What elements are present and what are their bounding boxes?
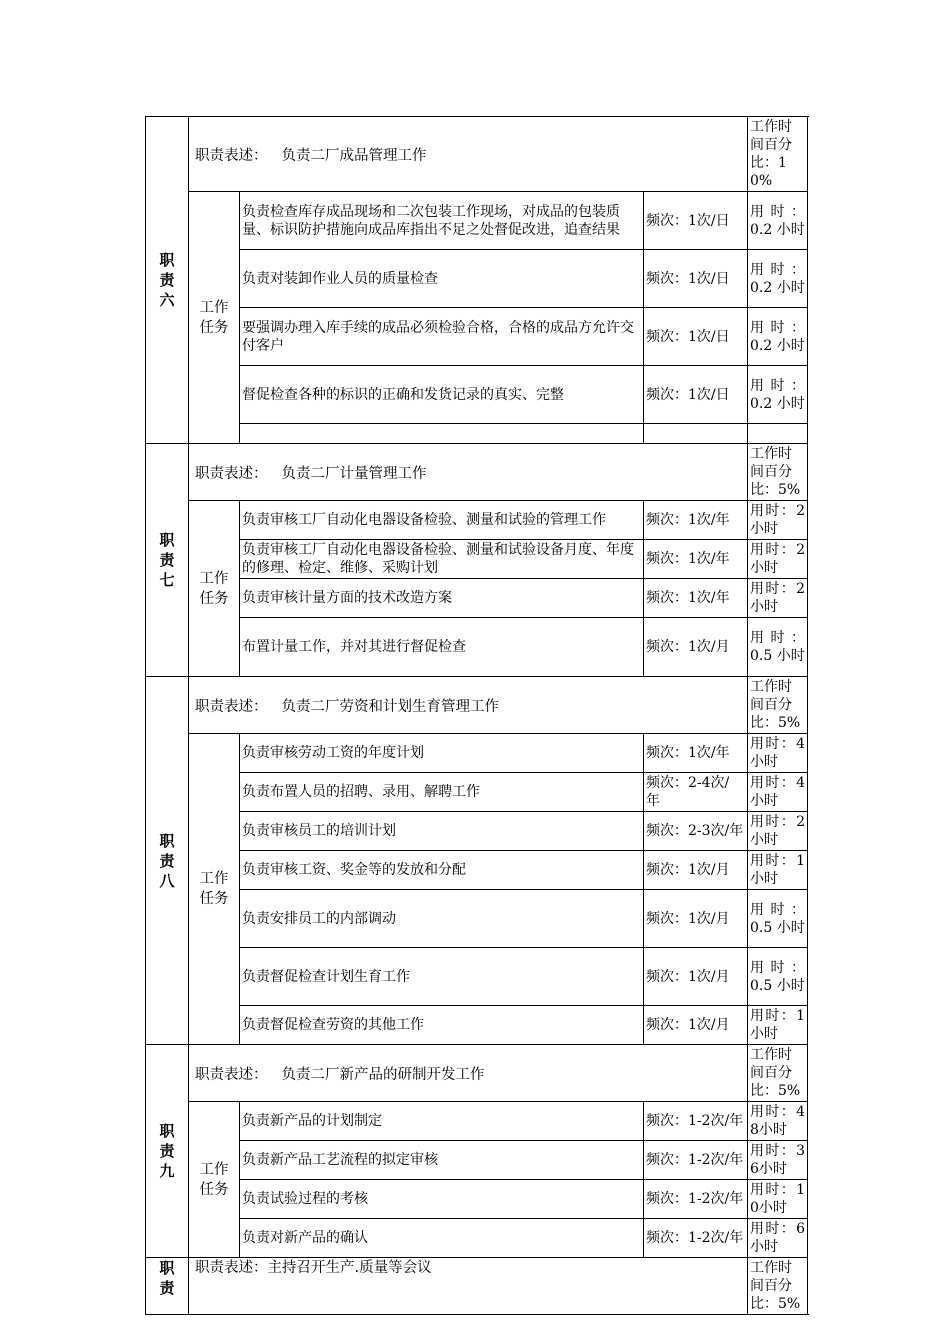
task-frequency: 频次：1次/年: [644, 540, 748, 579]
task-hours: 用时：2小时: [748, 579, 808, 618]
duty-statement: 职责表述： 负责二厂成品管理工作: [189, 117, 748, 192]
time-percent: 工作时间百分比：5%: [748, 677, 808, 734]
task-frequency: 频次：1次/日: [644, 366, 748, 424]
duty-number: 职责八: [146, 677, 189, 1045]
task-frequency: 频次：2-4次/ 年: [644, 773, 748, 812]
task-frequency: 频次：1次/月: [644, 1006, 748, 1045]
task-frequency: 频次：1-2次/年: [644, 1102, 748, 1141]
duty-statement: 职责表述：主持召开生产.质量等会议: [189, 1258, 748, 1315]
duty-table: [145, 116, 808, 1315]
task-text: 要强调办理入库手续的成品必须检验合格，合格的成品方允许交付客户: [240, 308, 644, 366]
task-text: 负责试验过程的考核: [240, 1180, 644, 1219]
task-text: 负责检查库存成品现场和二次包装工作现场，对成品的包装质量、标识防护措施向成品库指出不足之处督促改进，追查结果: [240, 192, 644, 250]
task-hours: 用时：10小时: [748, 1180, 808, 1219]
task-frequency: 频次：1次/月: [644, 890, 748, 948]
task-text: 督促检查各种的标识的正确和发货记录的真实、完整: [240, 366, 644, 424]
task-label: 工作任务: [189, 734, 240, 1045]
task-hours: 用时：4小时: [748, 734, 808, 773]
task-label: 工作任务: [189, 192, 240, 444]
task-text: 负责对装卸作业人员的质量检查: [240, 250, 644, 308]
empty-cell: [748, 424, 808, 444]
duty-number: 职责六: [146, 117, 189, 444]
task-hours: 用时：0.2 小时: [748, 192, 808, 250]
duty-number: 职责: [146, 1258, 189, 1315]
duty-statement: 职责表述： 负责二厂劳资和计划生育管理工作: [189, 677, 748, 734]
task-frequency: 频次：1次/年: [644, 501, 748, 540]
task-frequency: 频次：1次/日: [644, 250, 748, 308]
task-text: 布置计量工作，并对其进行督促检查: [240, 618, 644, 677]
task-hours: 用时：2小时: [748, 540, 808, 579]
task-hours: 用时：2小时: [748, 501, 808, 540]
task-hours: 用时：2小时: [748, 812, 808, 851]
task-frequency: 频次：1次/月: [644, 618, 748, 677]
duty-statement: 职责表述： 负责二厂新产品的研制开发工作: [189, 1045, 748, 1102]
time-percent: 工作时间百分比：5%: [748, 444, 808, 501]
duty-statement: 职责表述： 负责二厂计量管理工作: [189, 444, 748, 501]
task-text: 负责审核计量方面的技术改造方案: [240, 579, 644, 618]
task-text: 负责审核工厂自动化电器设备检验、测量和试验的管理工作: [240, 501, 644, 540]
task-text: 负责督促检查劳资的其他工作: [240, 1006, 644, 1045]
duty-number: 职责七: [146, 444, 189, 677]
task-frequency: 频次：1次/月: [644, 948, 748, 1006]
task-hours: 用时：4小时: [748, 773, 808, 812]
empty-cell: [240, 424, 644, 444]
task-hours: 用时：0.2 小时: [748, 366, 808, 424]
task-hours: 用时：48小时: [748, 1102, 808, 1141]
task-label: 工作任务: [189, 1102, 240, 1258]
task-text: 负责审核劳动工资的年度计划: [240, 734, 644, 773]
task-text: 负责安排员工的内部调动: [240, 890, 644, 948]
task-frequency: 频次：1次/日: [644, 192, 748, 250]
task-hours: 用时：0.2 小时: [748, 250, 808, 308]
task-text: 负责新产品的计划制定: [240, 1102, 644, 1141]
task-hours: 用时：0.2 小时: [748, 308, 808, 366]
task-frequency: 频次：1次/年: [644, 734, 748, 773]
task-frequency: 频次：1次/日: [644, 308, 748, 366]
task-frequency: 频次：1-2次/年: [644, 1141, 748, 1180]
task-hours: 用时：0.5 小时: [748, 618, 808, 677]
task-hours: 用时：1小时: [748, 851, 808, 890]
task-hours: 用时：0.5 小时: [748, 890, 808, 948]
task-frequency: 频次：1次/年: [644, 579, 748, 618]
time-percent: 工作时间百分比：5%: [748, 1258, 808, 1315]
task-text: 负责对新产品的确认: [240, 1219, 644, 1258]
task-hours: 用时：36小时: [748, 1141, 808, 1180]
task-frequency: 频次：2-3次/年: [644, 812, 748, 851]
time-percent: 工作时间百分比：10%: [748, 117, 808, 192]
task-frequency: 频次：1-2次/年: [644, 1180, 748, 1219]
task-text: 负责布置人员的招聘、录用、解聘工作: [240, 773, 644, 812]
task-text: 负责审核员工的培训计划: [240, 812, 644, 851]
task-hours: 用时：6小时: [748, 1219, 808, 1258]
task-frequency: 频次：1-2次/年: [644, 1219, 748, 1258]
task-text: 负责新产品工艺流程的拟定审核: [240, 1141, 644, 1180]
empty-cell: [644, 424, 748, 444]
task-label: 工作任务: [189, 501, 240, 677]
duty-number: 职责九: [146, 1045, 189, 1258]
task-hours: 用时：1小时: [748, 1006, 808, 1045]
time-percent: 工作时间百分比：5%: [748, 1045, 808, 1102]
task-hours: 用时：0.5 小时: [748, 948, 808, 1006]
task-text: 负责审核工厂自动化电器设备检验、测量和试验设备月度、年度的修理、检定、维修、采购计划: [240, 540, 644, 579]
task-text: 负责审核工资、奖金等的发放和分配: [240, 851, 644, 890]
task-frequency: 频次：1次/月: [644, 851, 748, 890]
task-text: 负责督促检查计划生育工作: [240, 948, 644, 1006]
